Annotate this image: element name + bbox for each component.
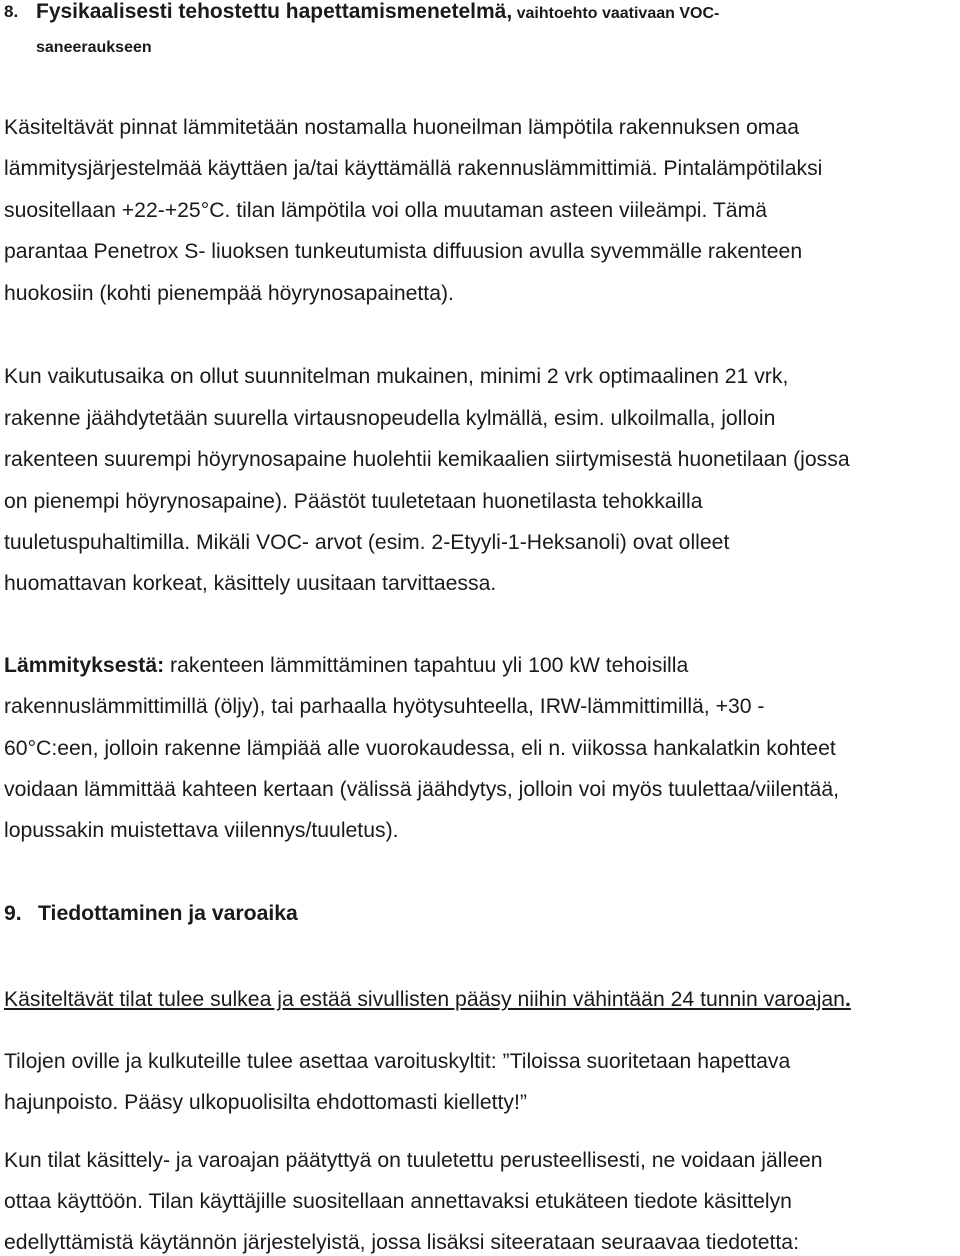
paragraph-3-line: lopussakin muistettava viilennys/tuuletus). — [4, 819, 399, 842]
section-8-number: 8. — [4, 2, 19, 21]
paragraph-2-line: huomattavan korkeat, käsittely uusitaan tarvittaessa. — [4, 572, 497, 595]
paragraph-3-first-line — [4, 654, 688, 678]
underlined-sentence-period: . — [844, 988, 851, 1011]
section-9-title: Tiedottaminen ja varoaika — [38, 902, 298, 925]
paragraph-1-line: parantaa Penetrox S- liuoksen tunkeutumista diffuusion avulla syvemmälle rakenteen — [4, 240, 803, 263]
paragraph-3-line: 60°C:een, jolloin rakenne lämpiää alle vuorokaudessa, eli n. viikossa hankalatkin kohteet — [4, 737, 836, 760]
paragraph-2-line: rakenne jäähdytetään suurella virtausnopeudella kylmällä, esim. ulkoilmalla, jolloin — [4, 407, 776, 430]
paragraph-3-line: voidaan lämmittää kahteen kertaan (välissä jäähdytys, jolloin voi myös tuulettaa/viilentää, — [4, 778, 839, 801]
paragraph-5-line: Kun tilat käsittely- ja varoajan päätyttyä on tuuletettu perusteellisesti, ne voidaan jälleen — [4, 1149, 823, 1172]
underlined-sentence: Käsiteltävät tilat tulee sulkea ja estää sivullisten pääsy niihin vähintään 24 tunnin varoajan — [4, 988, 845, 1011]
paragraph-1-line: lämmitysjärjestelmää käyttäen ja/tai käyttämällä rakennuslämmittimiä. Pintalämpötilaksi — [4, 157, 823, 180]
paragraph-1-line: suositellaan +22-+25°C. tilan lämpötila voi olla muutaman asteen viileämpi. Tämä — [4, 199, 767, 222]
section-8-title — [36, 0, 719, 26]
paragraph-2-line: rakenteen suurempi höyrynosapaine huolehtii kemikaalien siirtymisestä huonetilaan (jossa — [4, 448, 850, 471]
paragraph-1-line: Käsiteltävät pinnat lämmitetään nostamalla huoneilman lämpötila rakennuksen omaa — [4, 116, 799, 139]
heating-label: Lämmityksestä: — [4, 654, 165, 677]
paragraph-2-line: tuuletuspuhaltimilla. Mikäli VOC- arvot (esim. 2-Etyyli-1-Heksanoli) ovat olleet — [4, 531, 730, 554]
section-8-title-sub: vaihtoehto vaativaan VOC- — [512, 5, 720, 22]
paragraph-3-first-line-rest: rakenteen lämmittäminen tapahtuu yli 100 kW tehoisilla — [164, 654, 689, 677]
section-9-number: 9. — [4, 902, 22, 925]
section-9-heading — [4, 902, 298, 926]
paragraph-5-line: edellyttämistä käytännön järjestelyistä, jossa lisäksi siteerataan seuraavaa tiedotetta: — [4, 1231, 799, 1254]
paragraph-3-line: rakennuslämmittimillä (öljy), tai parhaalla hyötysuhteella, IRW-lämmittimillä, +30 - — [4, 695, 765, 718]
paragraph-4-line: Tilojen oville ja kulkuteille tulee asettaa varoituskyltit: ”Tiloissa suoritetaan hapettava — [4, 1050, 791, 1073]
section-8-title-main: Fysikaalisesti tehostettu hapettamismenetelmä, — [36, 0, 513, 23]
paragraph-4-line: hajunpoisto. Pääsy ulkopuolisilta ehdottomasti kielletty!” — [4, 1091, 527, 1114]
paragraph-2-line: on pienempi höyrynosapaine). Päästöt tuuletetaan huonetilasta tehokkailla — [4, 490, 703, 513]
paragraph-2-line: Kun vaikutusaika on ollut suunnitelman mukainen, minimi 2 vrk optimaalinen 21 vrk, — [4, 365, 789, 388]
underlined-sentence-line — [4, 988, 851, 1012]
section-8-title-continuation: saneeraukseen — [36, 39, 152, 56]
paragraph-1-line: huokosiin (kohti pienempää höyrynosapainetta). — [4, 282, 454, 305]
paragraph-5-line: ottaa käyttöön. Tilan käyttäjille suositellaan annettavaksi etukäteen tiedote käsittelyn — [4, 1190, 792, 1213]
